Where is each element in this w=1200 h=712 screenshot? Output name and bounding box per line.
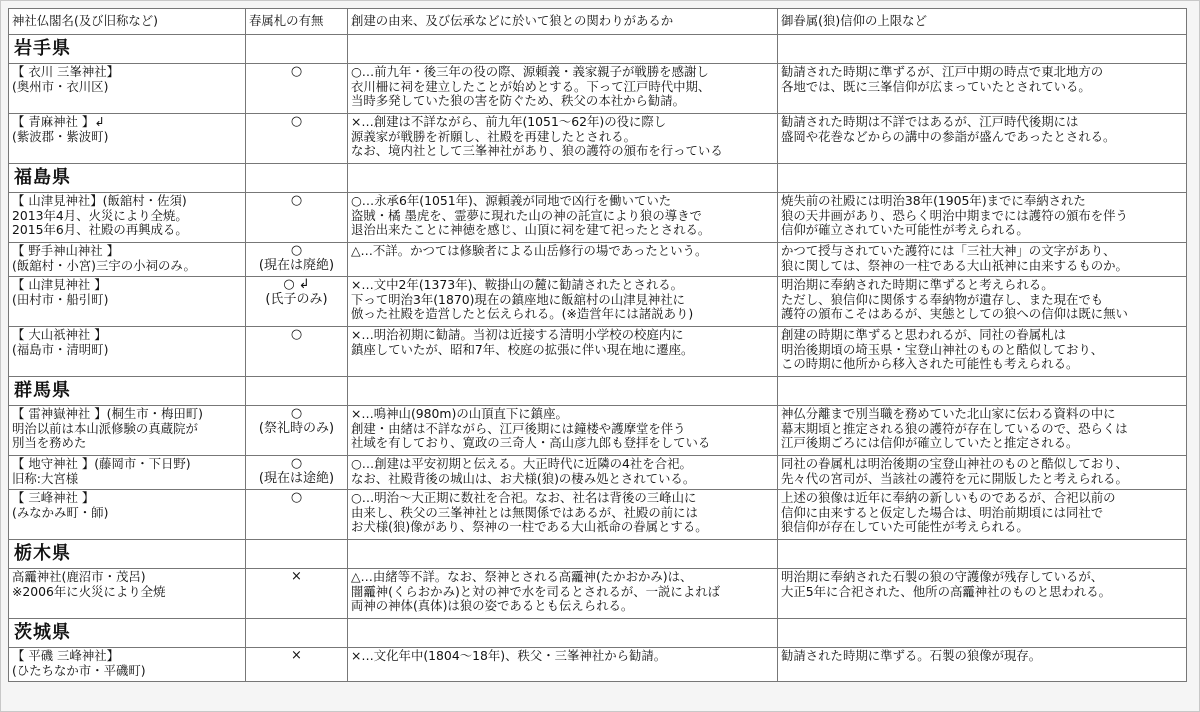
belief-limit-cell xyxy=(778,193,1187,243)
origin-cell-line: ○…永承6年(1051年)、源頼義が同地で凶行を働いていた xyxy=(351,193,672,208)
origin-cell-line: ○…創建は平安初期と伝える。大正時代に近隣の4社を合祀。 xyxy=(351,456,692,471)
belief-limit-cell-line: 信仰が確立されていた可能性が考えられる。 xyxy=(781,222,1029,238)
origin-cell-line: ×…文中2年(1373年)、鞍掛山の麓に勧請されたとされる。 xyxy=(351,277,684,292)
belief-limit-cell-line: 勧請された時期に準ずる。石製の狼像が現存。 xyxy=(781,648,1042,663)
origin-cell-line: 由来し、秩父の三峯神社とは無関係ではあるが、社殿の前には xyxy=(351,504,698,520)
origin-cell-line: ×…文化年中(1804〜18年)、秩父・三峯神社から勧請。 xyxy=(351,648,667,663)
amulet-cell-line: ○ xyxy=(290,456,303,471)
origin-cell-line: なお、境内社として三峯神社があり、狼の護符の頒布を行っている xyxy=(351,143,723,159)
origin-cell-line: △…由緒等不詳。なお、祭神とされる高龗神(たかおかみ)は、 xyxy=(351,569,693,584)
table-row xyxy=(9,193,1187,243)
origin-cell xyxy=(348,327,778,377)
table-row xyxy=(9,277,1187,327)
shrine-name-cell-line: 【 三峰神社 】 xyxy=(12,490,95,505)
origin-cell-line: ○…明治〜大正期に数社を合祀。なお、社名は背後の三峰山に xyxy=(351,490,697,505)
belief-limit-cell-line: 江戸後期ごろには信仰が確立していたと推定される。 xyxy=(781,435,1079,451)
shrine-name-cell-line: (奥州市・衣川区) xyxy=(12,78,109,94)
belief-limit-cell xyxy=(778,406,1187,456)
belief-limit-cell-line: 勧請された時期は不詳ではあるが、江戸時代後期には xyxy=(781,114,1079,129)
belief-limit-cell-line: 先々代の宮司が、当該社の護符を元に開版したと考えられる。 xyxy=(781,470,1128,486)
origin-cell-line: ○…前九年・後三年の役の際、源頼義・義家親子が戦勝を感謝し xyxy=(351,64,709,79)
section-row xyxy=(9,164,1187,193)
header-limit: 御眷属(狼)信仰の上限など xyxy=(778,9,1187,35)
origin-cell xyxy=(348,243,778,277)
empty-cell xyxy=(348,164,778,193)
shrine-name-cell-line: (ひたちなか市・平磯町) xyxy=(12,662,146,678)
shrine-name-cell xyxy=(9,64,246,114)
origin-cell-line: 社域を有しており、寛政の三奇人・高山彦九郎も登拝をしている xyxy=(351,435,711,451)
shrine-name-cell xyxy=(9,193,246,243)
amulet-cell-line: × xyxy=(291,569,302,584)
shrine-name-cell-line: 2013年4月、火災により全焼。 xyxy=(12,207,188,223)
section-row xyxy=(9,619,1187,648)
section-title: 福島県 xyxy=(9,164,246,193)
shrine-name-cell-line: 旧称:大宮様 xyxy=(12,470,79,486)
belief-limit-cell-line: かつて授与されていた護符には「三社大神」の文字があり、 xyxy=(781,243,1116,258)
shrine-name-cell-line: 2015年6月、社殿の再興成る。 xyxy=(12,222,188,238)
shrine-name-cell-line: 【 山津見神社】(飯舘村・佐須) xyxy=(12,193,187,208)
empty-cell xyxy=(348,619,778,648)
origin-cell-line: お犬様(狼)像があり、祭神の一柱である大山祇命の眷属とする。 xyxy=(351,519,708,535)
shrine-name-cell-line: 【 衣川 三峯神社】 xyxy=(12,64,120,79)
origin-cell-line: 倣った社殿を造営したと伝えられる。(※造営年には諸説あり) xyxy=(351,306,694,322)
section-row xyxy=(9,540,1187,569)
table-row xyxy=(9,456,1187,490)
belief-limit-cell-line: 護符の頒布こそはあるが、実態としての狼への信仰は既に無い xyxy=(781,306,1128,322)
belief-limit-cell xyxy=(778,648,1187,682)
belief-limit-cell-line: 神仏分離まで別当職を務めていた北山家に伝わる資料の中に xyxy=(781,406,1116,421)
belief-limit-cell-line: 明治期に奉納された時期に準ずると考えられる。 xyxy=(781,277,1054,292)
origin-cell xyxy=(348,193,778,243)
belief-limit-cell xyxy=(778,243,1187,277)
origin-cell xyxy=(348,114,778,164)
amulet-cell-line: ○ xyxy=(290,193,303,208)
empty-cell xyxy=(778,540,1187,569)
header-mark: 春属札の有無 xyxy=(246,9,348,35)
amulet-cell-line: ○ xyxy=(290,64,303,79)
amulet-cell xyxy=(246,490,348,540)
shrine-name-cell xyxy=(9,456,246,490)
origin-cell-line: ×…明治初期に勧請。当初は近接する清明小学校の校庭内に xyxy=(351,327,684,342)
shrine-name-cell-line: 【 平磯 三峰神社】 xyxy=(12,648,120,663)
amulet-cell-line: (祭礼時のみ) xyxy=(258,420,335,436)
belief-limit-cell xyxy=(778,277,1187,327)
origin-cell-line: 闇龗神(くらおかみ)と対の神で水を司るとされるが、一説によれば xyxy=(351,583,720,599)
section-title: 茨城県 xyxy=(9,619,246,648)
empty-cell xyxy=(778,35,1187,64)
shrine-name-cell xyxy=(9,114,246,164)
origin-cell xyxy=(348,277,778,327)
belief-limit-cell-line: 各地では、既に三峯信仰が広まっていたとされている。 xyxy=(781,78,1091,94)
belief-limit-cell-line: 同社の眷属札は明治後期の宝登山神社のものと酷似しており、 xyxy=(781,456,1128,471)
shrine-name-cell-line: (飯舘村・小宮)三宇の小祠のみ。 xyxy=(12,257,196,273)
amulet-cell xyxy=(246,406,348,456)
origin-cell-line: 衣川柵に祠を建立したことが始めとする。下って江戸時代中期、 xyxy=(351,78,711,94)
belief-limit-cell-line: 勧請された時期に準ずるが、江戸中期の時点で東北地方の xyxy=(781,64,1104,79)
shrine-name-cell xyxy=(9,490,246,540)
section-row xyxy=(9,377,1187,406)
empty-cell xyxy=(246,619,348,648)
origin-cell xyxy=(348,490,778,540)
table-row xyxy=(9,569,1187,619)
shrine-name-cell-line: 【 大山祇神社 】 xyxy=(12,327,107,342)
origin-cell xyxy=(348,64,778,114)
shrine-name-cell-line: (紫波郡・紫波町) xyxy=(12,128,109,144)
shrine-name-cell-line: 高龗神社(鹿沼市・茂呂) xyxy=(12,569,146,584)
table-row xyxy=(9,406,1187,456)
belief-limit-cell xyxy=(778,569,1187,619)
section-title: 岩手県 xyxy=(9,35,246,64)
amulet-cell xyxy=(246,114,348,164)
shrine-name-cell-line: (みなかみ町・師) xyxy=(12,504,109,520)
amulet-cell-line: × xyxy=(291,648,302,663)
table-row xyxy=(9,243,1187,277)
belief-limit-cell-line: 狼に関しては、祭神の一柱である大山祇神に由来するものか。 xyxy=(781,257,1128,273)
amulet-cell-line: ○ ↲ xyxy=(283,277,310,292)
origin-cell-line: 両神の神体(真体)は狼の姿であるとも伝えられる。 xyxy=(351,598,634,614)
amulet-cell xyxy=(246,277,348,327)
shrine-name-cell-line: 【 青麻神社 】↲ xyxy=(12,114,105,129)
section-row xyxy=(9,35,1187,64)
header-name: 神社仏閣名(及び旧称など) xyxy=(9,9,246,35)
amulet-cell xyxy=(246,569,348,619)
origin-cell-line: 盗賊・橘 墨虎を、霊夢に現れた山の神の託宣により狼の導きで xyxy=(351,207,702,223)
origin-cell-line: 当時多発していた狼の害を防ぐため、秩父の本社から勧請。 xyxy=(351,93,686,109)
amulet-cell-line: (現在は廃絶) xyxy=(258,257,335,273)
amulet-cell xyxy=(246,243,348,277)
origin-cell-line: △…不詳。かつては修験者による山岳修行の場であったという。 xyxy=(351,243,708,258)
origin-cell xyxy=(348,406,778,456)
belief-limit-cell xyxy=(778,114,1187,164)
table-row xyxy=(9,490,1187,540)
empty-cell xyxy=(778,619,1187,648)
belief-limit-cell-line: 盛岡や花巻などからの講中の参詣が盛んであったとされる。 xyxy=(781,128,1116,144)
belief-limit-cell-line: 大正5年に合祀された、他所の高龗神社のものと思われる。 xyxy=(781,583,1112,599)
empty-cell xyxy=(246,35,348,64)
origin-cell-line: ×…鳴神山(980m)の山頂直下に鎮座。 xyxy=(351,406,568,421)
empty-cell xyxy=(246,164,348,193)
table-row xyxy=(9,648,1187,682)
shrine-name-cell xyxy=(9,243,246,277)
shrine-name-cell-line: 【 山津見神社 】 xyxy=(12,277,107,292)
origin-cell-line: 退治出来たことに神徳を感じ、山頂に祠を建て祀ったとされる。 xyxy=(351,222,711,238)
origin-cell xyxy=(348,569,778,619)
belief-limit-cell-line: 明治後期頃の埼玉県・宝登山神社のものと酷似しており、 xyxy=(781,341,1104,357)
belief-limit-cell-line: 創建の時期に準ずると思われるが、同社の眷属札は xyxy=(781,327,1066,342)
amulet-cell xyxy=(246,64,348,114)
origin-cell-line: 鎮座していたが、昭和7年、校庭の拡張に伴い現在地に遷座。 xyxy=(351,341,694,357)
belief-limit-cell-line: 狼の天井画があり、恐らく明治中期までには護符の頒布を伴う xyxy=(781,207,1128,223)
shrine-name-cell-line: 【 雷神嶽神社 】(桐生市・梅田町) xyxy=(12,406,204,421)
shrine-name-cell-line: (福島市・清明町) xyxy=(12,341,109,357)
belief-limit-cell-line: 幕末期頃と推定される狼の護符が存在しているので、恐らくは xyxy=(781,420,1128,436)
belief-limit-cell-line: 狼信仰が存在していた可能性が考えられる。 xyxy=(781,519,1029,535)
empty-cell xyxy=(778,164,1187,193)
origin-cell-line: 下って明治3年(1870)現在の鎮座地に飯舘村の山津見神社に xyxy=(351,291,686,307)
shrine-name-cell xyxy=(9,406,246,456)
origin-cell xyxy=(348,648,778,682)
shrine-table xyxy=(8,8,1187,682)
table-row xyxy=(9,327,1187,377)
amulet-cell xyxy=(246,456,348,490)
table-row xyxy=(9,64,1187,114)
shrine-name-cell-line: 【 野手神山神社 】 xyxy=(12,243,120,258)
section-title: 群馬県 xyxy=(9,377,246,406)
empty-cell xyxy=(778,377,1187,406)
empty-cell xyxy=(246,377,348,406)
belief-limit-cell-line: 焼失前の社殿には明治38年(1905年)までに奉納された xyxy=(781,193,1086,208)
amulet-cell xyxy=(246,648,348,682)
amulet-cell-line: ○ xyxy=(290,243,303,258)
section-title: 栃木県 xyxy=(9,540,246,569)
empty-cell xyxy=(246,540,348,569)
empty-cell xyxy=(348,35,778,64)
origin-cell-line: なお、社殿背後の城山は、お犬様(狼)の棲み処とされている。 xyxy=(351,470,696,486)
origin-cell-line: 源義家が戦勝を祈願し、社殿を再建したとされる。 xyxy=(351,128,636,144)
amulet-cell xyxy=(246,327,348,377)
amulet-cell-line: (現在は途絶) xyxy=(258,470,335,486)
amulet-cell-line: ○ xyxy=(290,327,303,342)
amulet-cell-line: ○ xyxy=(290,406,303,421)
shrine-name-cell xyxy=(9,569,246,619)
shrine-name-cell-line: 別当を務めた xyxy=(12,435,87,451)
amulet-cell-line: (氏子のみ) xyxy=(265,291,328,307)
shrine-name-cell-line: 【 地守神社 】(藤岡市・下日野) xyxy=(12,456,191,471)
origin-cell xyxy=(348,456,778,490)
origin-cell-line: ×…創建は不詳ながら、前九年(1051〜62年)の役に際し xyxy=(351,114,667,129)
shrine-name-cell xyxy=(9,277,246,327)
belief-limit-cell xyxy=(778,327,1187,377)
shrine-name-cell xyxy=(9,648,246,682)
shrine-name-cell xyxy=(9,327,246,377)
amulet-cell-line: ○ xyxy=(290,114,303,129)
shrine-name-cell-line: (田村市・船引町) xyxy=(12,291,109,307)
shrine-name-cell-line: ※2006年に火災により全焼 xyxy=(12,583,166,599)
belief-limit-cell xyxy=(778,64,1187,114)
origin-cell-line: 創建・由緒は不詳ながら、江戸後期には鐘楼や護摩堂を伴う xyxy=(351,420,686,436)
table-row xyxy=(9,114,1187,164)
belief-limit-cell-line: 明治期に奉納された石製の狼の守護像が残存しているが、 xyxy=(781,569,1104,584)
belief-limit-cell-line: ただし、狼信仰に関係する奉納物が遺存し、また現在でも xyxy=(781,291,1104,307)
header-row xyxy=(9,9,1187,35)
amulet-cell xyxy=(246,193,348,243)
belief-limit-cell-line: 信仰に由来すると仮定した場合は、明治前期頃には同社で xyxy=(781,504,1104,520)
header-origin: 創建の由来、及び伝承などに於いて狼との関わりがあるか xyxy=(348,9,778,35)
belief-limit-cell xyxy=(778,456,1187,490)
amulet-cell-line: ○ xyxy=(290,490,303,505)
shrine-name-cell-line: 明治以前は本山派修験の真蔵院が xyxy=(12,420,198,436)
empty-cell xyxy=(348,540,778,569)
empty-cell xyxy=(348,377,778,406)
belief-limit-cell-line: 上述の狼像は近年に奉納の新しいものであるが、合祀以前の xyxy=(781,490,1116,505)
belief-limit-cell-line: この時期に他所から移入された可能性も考えられる。 xyxy=(781,356,1079,372)
belief-limit-cell xyxy=(778,490,1187,540)
